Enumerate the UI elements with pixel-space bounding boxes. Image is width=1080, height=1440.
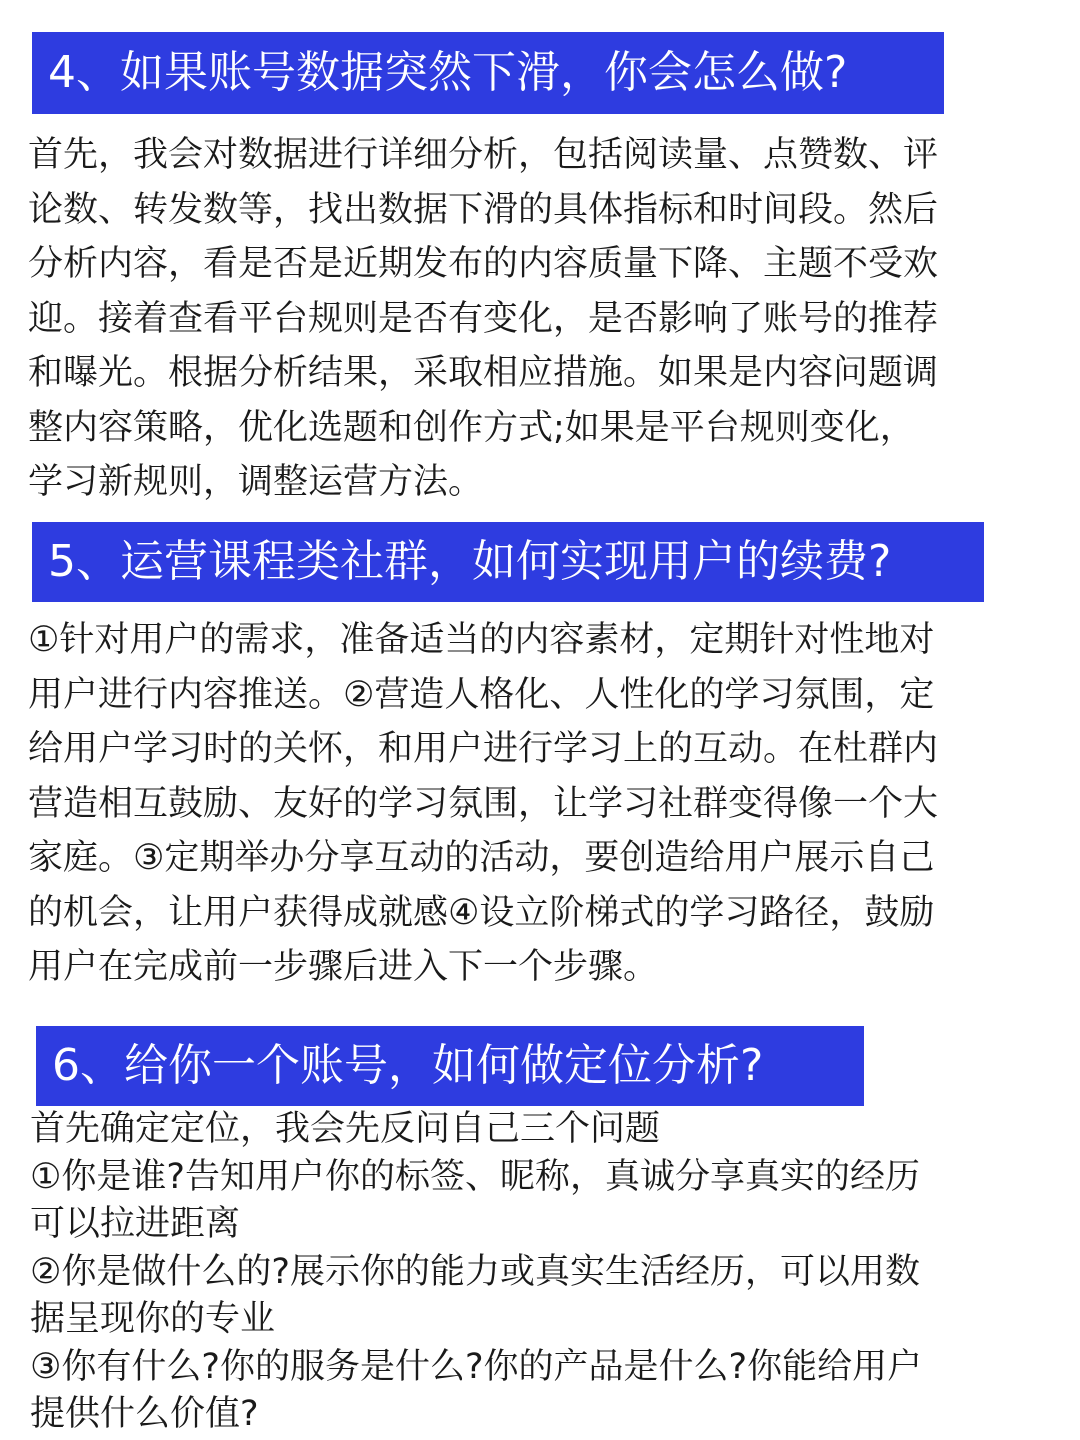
body-line: ②你是做什么的?展示你的能力或真实生活经历，可以用数 [30, 1251, 920, 1292]
section-4-heading [32, 32, 944, 114]
body-line: 的机会，让用户获得成就感④设立阶梯式的学习路径，鼓励 [28, 892, 935, 933]
body-line: 可以拉进距离 [30, 1204, 241, 1244]
section-4-body [28, 128, 1058, 510]
body-line: 家庭。③定期举办分享互动的活动，要创造给用户展示自己 [28, 838, 935, 878]
body-line: 首先，我会对数据进行详细分析，包括阅读量、点赞数、评 [28, 135, 939, 175]
body-line: ①针对用户的需求，准备适当的内容素材，定期针对性地对 [28, 620, 935, 660]
body-line: 用户在完成前一步骤后进入下一个步骤。 [28, 947, 659, 987]
body-line: ③你有什么?你的服务是什么?你的产品是什么?你能给用户 [30, 1346, 923, 1387]
section-6-body [30, 1106, 1060, 1439]
body-line: 迎。接着查看平台规则是否有变化，是否影响了账号的推荐 [28, 298, 939, 339]
body-line: 和曝光。根据分析结果，采取相应措施。如果是内容问题调 [28, 353, 939, 393]
body-line: 学习新规则，调整运营方法。 [28, 462, 484, 502]
section-5-heading [32, 522, 984, 602]
section-4-heading-text: 4、如果账号数据突然下滑，你会怎么做? [48, 47, 848, 98]
body-line: 据呈现你的专业 [30, 1299, 276, 1339]
section-6-heading [36, 1026, 864, 1106]
body-line: 用户进行内容推送。②营造人格化、人性化的学习氛围，定 [28, 674, 935, 715]
section-5-heading-text: 5、运营课程类社群，如何实现用户的续费? [48, 536, 892, 587]
body-line: 论数、转发数等，找出数据下滑的具体指标和时间段。然后 [28, 189, 939, 230]
body-line: 营造相互鼓励、友好的学习氛围，让学习社群变得像一个大 [28, 783, 939, 824]
body-line: 整内容策略，优化选题和创作方式;如果是平台规则变化， [28, 407, 915, 448]
body-line: 分析内容，看是否是近期发布的内容质量下降、主题不受欢 [28, 244, 939, 284]
body-line: 提供什么价值? [30, 1394, 259, 1434]
section-6-heading-text: 6、给你一个账号，如何做定位分析? [52, 1040, 764, 1091]
body-line: 首先确定定位，我会先反问自己三个问题 [30, 1109, 661, 1149]
body-line: 给用户学习时的关怀，和用户进行学习上的互动。在杜群内 [28, 729, 939, 769]
section-5-body [28, 613, 1058, 995]
body-line: ①你是谁?告知用户你的标签、昵称，真诚分享真实的经历 [30, 1156, 920, 1197]
